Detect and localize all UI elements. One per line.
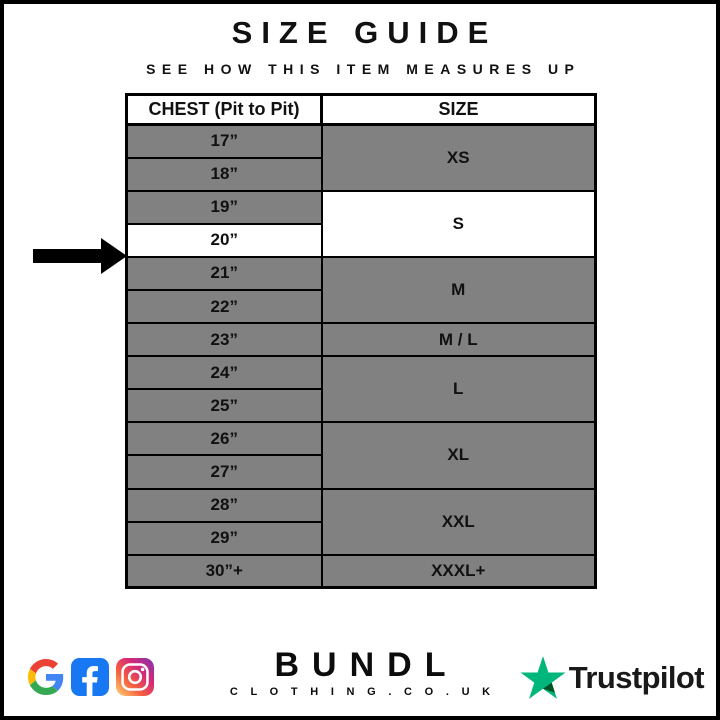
chest-cell: 19” [127,191,322,224]
size-cell: L [322,356,596,422]
table-row [127,257,596,290]
chest-cell: 21” [127,257,322,290]
size-cell: M [322,257,596,323]
trustpilot-star-icon [520,656,566,700]
table-row [127,555,596,588]
chest-cell: 30”+ [127,555,322,588]
page-title: SIZE GUIDE [231,15,498,50]
chest-column-header: CHEST (Pit to Pit) [127,95,322,125]
table-row [127,356,596,389]
size-cell: XXXL+ [322,555,596,588]
chest-cell: 17” [127,125,322,158]
chest-cell: 18” [127,158,322,191]
trustpilot-logo[interactable] [520,656,704,700]
table-row [127,125,596,158]
chest-cell: 23” [127,323,322,356]
page-subtitle: SEE HOW THIS ITEM MEASURES UP [146,61,581,77]
size-cell: XXL [322,489,596,555]
size-table [125,93,597,589]
table-row [127,422,596,455]
table-row [127,191,596,224]
chest-cell-highlighted: 20” [127,224,322,257]
chest-cell: 24” [127,356,322,389]
size-cell-highlighted: S [322,191,596,257]
chest-cell: 25” [127,389,322,422]
chest-cell: 29” [127,522,322,555]
size-cell: XS [322,125,596,191]
table-row [127,489,596,522]
chest-cell: 28” [127,489,322,522]
size-cell: XL [322,422,596,488]
brand-domain: C L O T H I N G . C O . U K [229,685,495,698]
chest-cell: 22” [127,290,322,323]
pointer-arrow-icon [33,235,127,277]
size-column-header: SIZE [322,95,596,125]
size-cell: M / L [322,323,596,356]
size-table-body [127,125,596,588]
brand-name: BUNDL [274,646,459,684]
table-row [127,323,596,356]
trustpilot-wordmark: Trustpilot [568,660,704,695]
table-header-row [127,95,596,125]
chest-cell: 26” [127,422,322,455]
chest-cell: 27” [127,455,322,488]
